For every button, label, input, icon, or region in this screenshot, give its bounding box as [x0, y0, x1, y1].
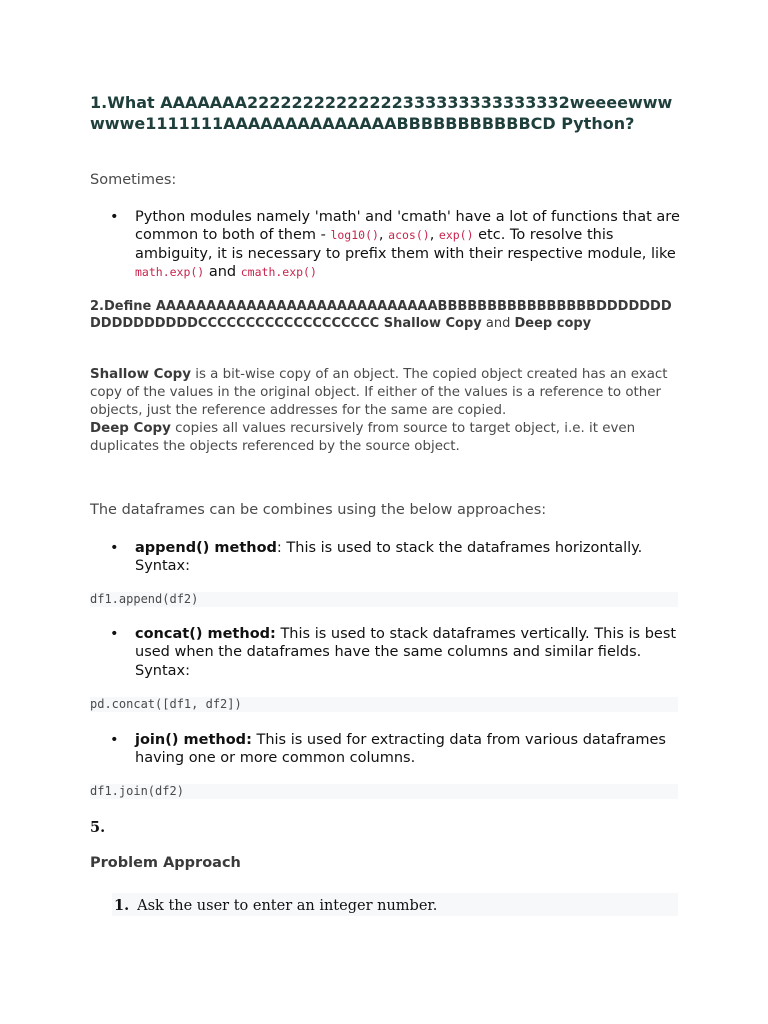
code-block-join: df1.join(df2): [90, 784, 678, 799]
sometimes-label: Sometimes:: [90, 172, 177, 188]
inline-code-log10: log10(): [330, 228, 379, 243]
question-2-title-prefix: 2.Define AAAAAAAAAAAAAAAAAAAAAAAAAAAABBBBBBBBBBBBBBBBDDDDDDDDDDDDDDDDDCCCCCCCCCCCCCCCCCCC: [90, 299, 672, 331]
join-list: [90, 731, 680, 768]
concat-method-text: This is used to stack dataframes vertically. This is best used when the dataframes have the same columns and similar fields. Syntax:: [135, 626, 677, 679]
deep-copy-heading: Deep copy: [514, 315, 592, 331]
deep-copy-text: copies all values recursively from source to target object, i.e. it even duplicates the objects referenced by the source object.: [90, 421, 636, 454]
append-list: [90, 539, 680, 576]
append-method-label: append() method: [135, 540, 277, 556]
question-1-list: [90, 208, 680, 281]
concat-list: [90, 625, 680, 680]
join-method-text: This is used for extracting data from various dataframes having one or more common columns.: [135, 732, 666, 767]
join-method-label: join() method:: [135, 732, 252, 748]
bullet-icon: •: [110, 732, 119, 748]
list-item: [90, 539, 680, 576]
inline-code-exp: exp(): [438, 228, 474, 243]
separator: ,: [378, 227, 389, 244]
shallow-copy-label: Shallow Copy: [90, 367, 191, 382]
problem-approach-heading: Problem Approach: [90, 855, 241, 871]
inline-code-math-exp: math.exp(): [135, 264, 205, 279]
bullet-icon: •: [110, 540, 119, 556]
code-block-concat: pd.concat([df1, df2]): [90, 697, 678, 712]
code-block-append: df1.append(df2): [90, 592, 678, 607]
ordered-list-item: [114, 897, 437, 914]
separator: ,: [429, 227, 439, 244]
and-word: and: [481, 315, 515, 331]
list-item-text: etc. To resolve this ambiguity, it is necessary to prefix them with their respective module, like: [135, 227, 676, 262]
question-2-body: [90, 366, 680, 456]
list-item-text: Python modules namely 'math' and 'cmath' have a lot of functions that are common to both of them -: [135, 209, 680, 244]
concat-method-label: concat() method:: [135, 626, 276, 642]
list-item: [90, 208, 680, 281]
inline-code-cmath-exp: cmath.exp(): [240, 264, 317, 279]
deep-copy-label: Deep Copy: [90, 421, 171, 436]
list-item-text: Ask the user to enter an integer number.: [137, 898, 438, 914]
bullet-icon: •: [110, 209, 119, 225]
list-item: [90, 625, 680, 680]
and-word: and: [204, 263, 241, 280]
question-2-title: [90, 299, 680, 332]
question-5-number: 5.: [90, 819, 106, 836]
shallow-copy-heading: Shallow Copy: [383, 315, 482, 331]
list-item-number: 1.: [114, 897, 130, 914]
list-item: [90, 731, 680, 768]
bullet-icon: •: [110, 626, 119, 642]
append-method-text: : This is used to stack the dataframes horizontally. Syntax:: [135, 540, 643, 575]
dataframes-intro: The dataframes can be combines using the below approaches:: [90, 502, 547, 518]
shallow-copy-text: is a bit-wise copy of an object. The copied object created has an exact copy of the values in the original object. If either of the values is a reference to other objects, just the reference addresses for the same are copied.: [90, 367, 668, 418]
question-1-title: 1.What AAAAAAA22222222222222333333333333332weeeewwwwwwe1111111AAAAAAAAAAAAAABBBBBBBBBBBCD Python?: [90, 93, 673, 133]
inline-code-acos: acos(): [388, 228, 430, 243]
